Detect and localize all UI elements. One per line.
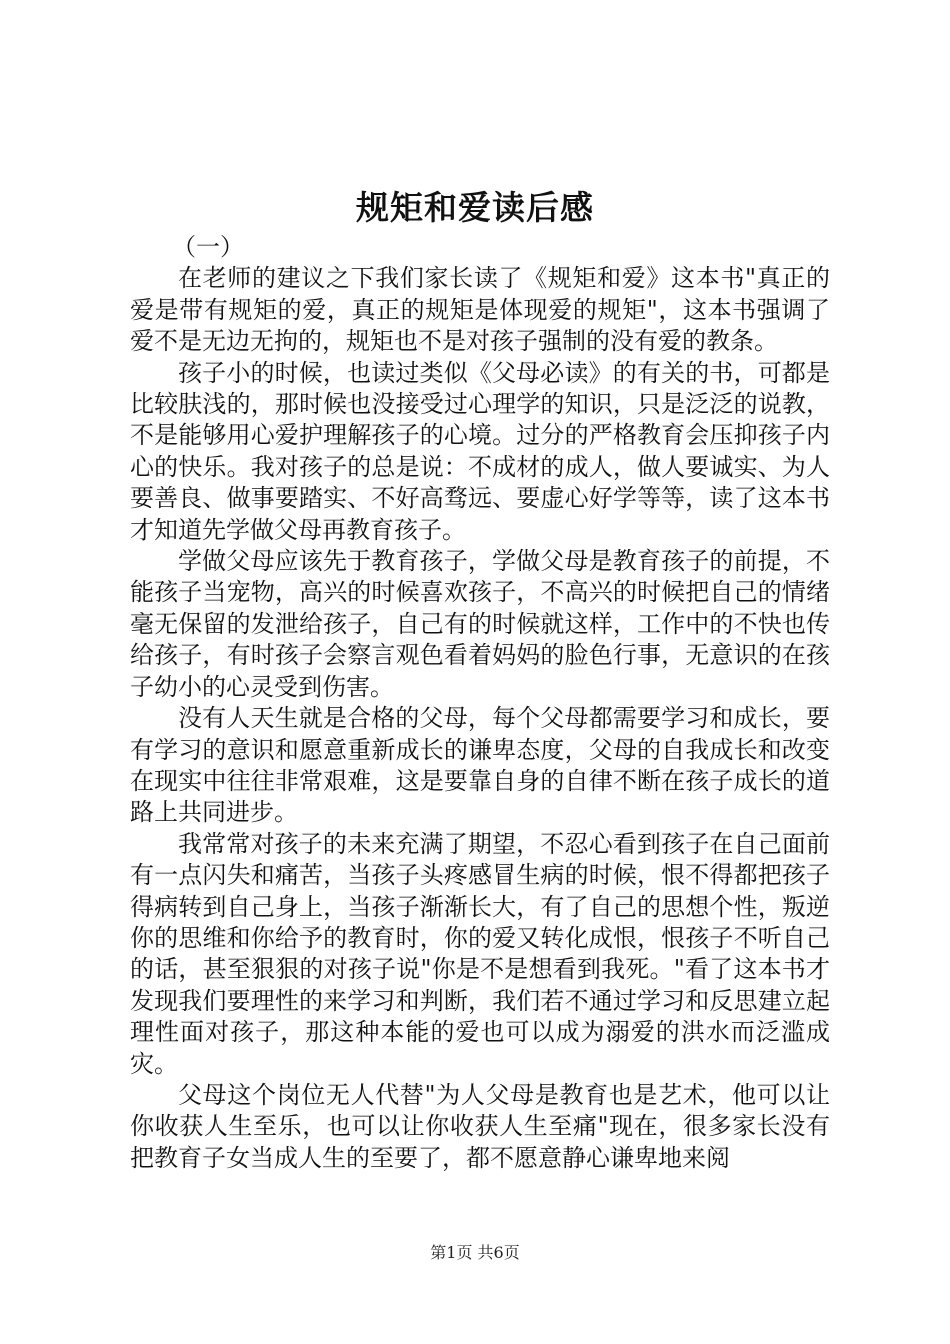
paragraph: 学做父母应该先于教育孩子，学做父母是教育孩子的前提，不能孩子当宠物，高兴的时候喜欢孩子，不高兴的时候把自己的情绪毫无保留的发泄给孩子，自己有的时候就这样，工作中的不快也传给孩子，有时孩子会察言观色看着妈妈的脸色行事，无意识的在孩子幼小的心灵受到伤害。: [130, 547, 830, 701]
paragraph: 在老师的建议之下我们家长读了《规矩和爱》这本书"真正的爱是带有规矩的爱，真正的规矩是体现爱的规矩"，这本书强调了爱不是无边无拘的，规矩也不是对孩子强制的没有爱的教条。: [130, 264, 830, 356]
page-footer: 第1页 共6页: [430, 1243, 520, 1262]
document-title: 规矩和爱读后感: [356, 188, 594, 227]
paragraph: 父母这个岗位无人代替"为人父母是教育也是艺术，他可以让你收获人生至乐，也可以让你收获人生至痛"现在，很多家长没有把教育子女当成人生的至要了，都不愿意静心谦卑地来阅: [130, 1080, 830, 1172]
section-number: （一）: [172, 233, 244, 261]
document-body: [130, 232, 830, 1174]
paragraph: 没有人天生就是合格的父母，每个父母都需要学习和成长，要有学习的意识和愿意重新成长的谦卑态度，父母的自我成长和改变在现实中往往非常艰难，这是要靠自身的自律不断在孩子成长的道路上共同进步。: [130, 704, 830, 827]
paragraph: 我常常对孩子的未来充满了期望，不忍心看到孩子在自己面前有一点闪失和痛苦，当孩子头疼感冒生病的时候，恨不得都把孩子得病转到自己身上，当孩子渐渐长大，有了自己的思想个性，叛逆你的思维和你给予的教育时，你的爱又转化成恨，恨孩子不听自己的话，甚至狠狠的对孩子说"你是不是想看到我死。"看了这本书才发现我们要理性的来学习和判断，我们若不通过学习和反思建立起理性面对孩子，那这种本能的爱也可以成为溺爱的洪水而泛滥成灾。: [130, 829, 830, 1078]
paragraph: 孩子小的时候，也读过类似《父母必读》的有关的书，可都是比较肤浅的，那时候也没接受过心理学的知识，只是泛泛的说教，不是能够用心爱护理解孩子的心境。过分的严格教育会压抑孩子内心的快乐。我对孩子的总是说：不成材的成人，做人要诚实、为人要善良、做事要踏实、不好高骛远、要虚心好学等等，读了这本书才知道先学做父母再教育孩子。: [130, 358, 830, 544]
